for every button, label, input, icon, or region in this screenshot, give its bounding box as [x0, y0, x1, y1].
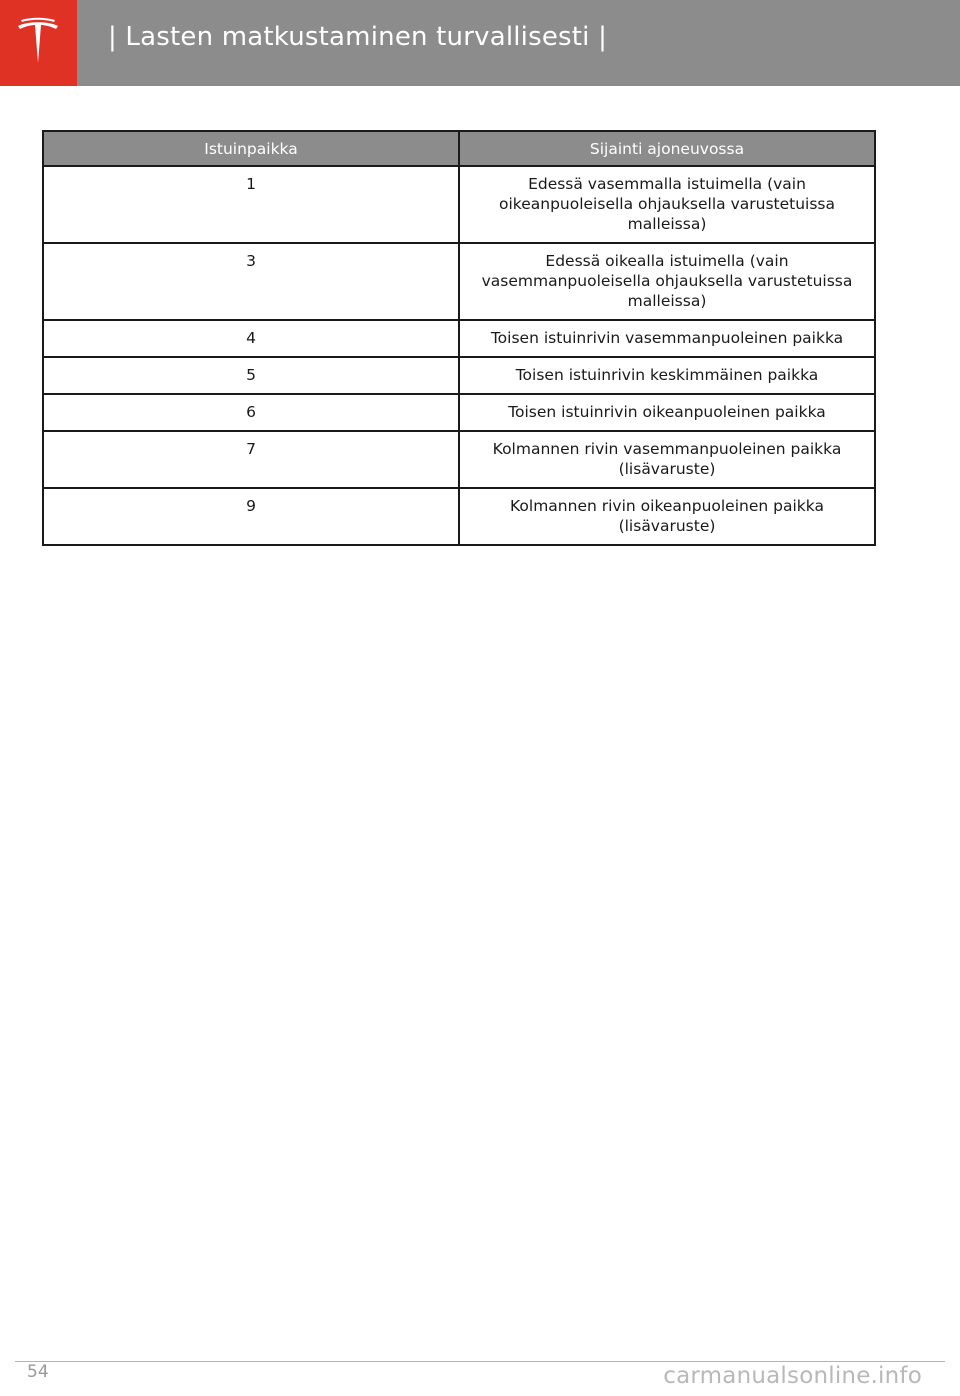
brand-logo-box [0, 0, 77, 86]
seat-number-cell: 1 [43, 166, 459, 243]
seat-location-cell: Edessä oikealla istuimella (vain vasemmanpuoleisella ohjauksella varustetuissa malleissa) [459, 243, 875, 320]
table-row [43, 431, 875, 488]
table-header-row [43, 131, 875, 166]
table-row [43, 488, 875, 545]
seat-location-cell: Toisen istuinrivin keskimmäinen paikka [459, 357, 875, 394]
seat-number-cell: 6 [43, 394, 459, 431]
seat-location-cell: Toisen istuinrivin oikeanpuoleinen paikka [459, 394, 875, 431]
seat-location-cell: Kolmannen rivin oikeanpuoleinen paikka (lisävaruste) [459, 488, 875, 545]
seat-location-cell: Kolmannen rivin vasemmanpuoleinen paikka (lisävaruste) [459, 431, 875, 488]
table-row [43, 394, 875, 431]
seat-location-cell: Edessä vasemmalla istuimella (vain oikeanpuoleisella ohjauksella varustetuissa malleissa) [459, 166, 875, 243]
seat-number-cell: 4 [43, 320, 459, 357]
page-number: 54 [27, 1362, 49, 1382]
page-header [0, 0, 960, 86]
site-watermark: carmanualsonline.info [663, 1363, 922, 1389]
seat-location-cell: Toisen istuinrivin vasemmanpuoleinen paikka [459, 320, 875, 357]
table-row [43, 243, 875, 320]
seat-number-cell: 5 [43, 357, 459, 394]
table-row [43, 357, 875, 394]
seating-position-table [42, 130, 876, 546]
seat-number-cell: 3 [43, 243, 459, 320]
seat-number-cell: 9 [43, 488, 459, 545]
column-header-seat: Istuinpaikka [43, 131, 459, 166]
seat-number-cell: 7 [43, 431, 459, 488]
page-title: | Lasten matkustaminen turvallisesti | [108, 22, 608, 52]
tesla-logo-icon [15, 17, 61, 69]
column-header-location: Sijainti ajoneuvossa [459, 131, 875, 166]
table-row [43, 166, 875, 243]
table-row [43, 320, 875, 357]
footer-divider [15, 1361, 945, 1362]
